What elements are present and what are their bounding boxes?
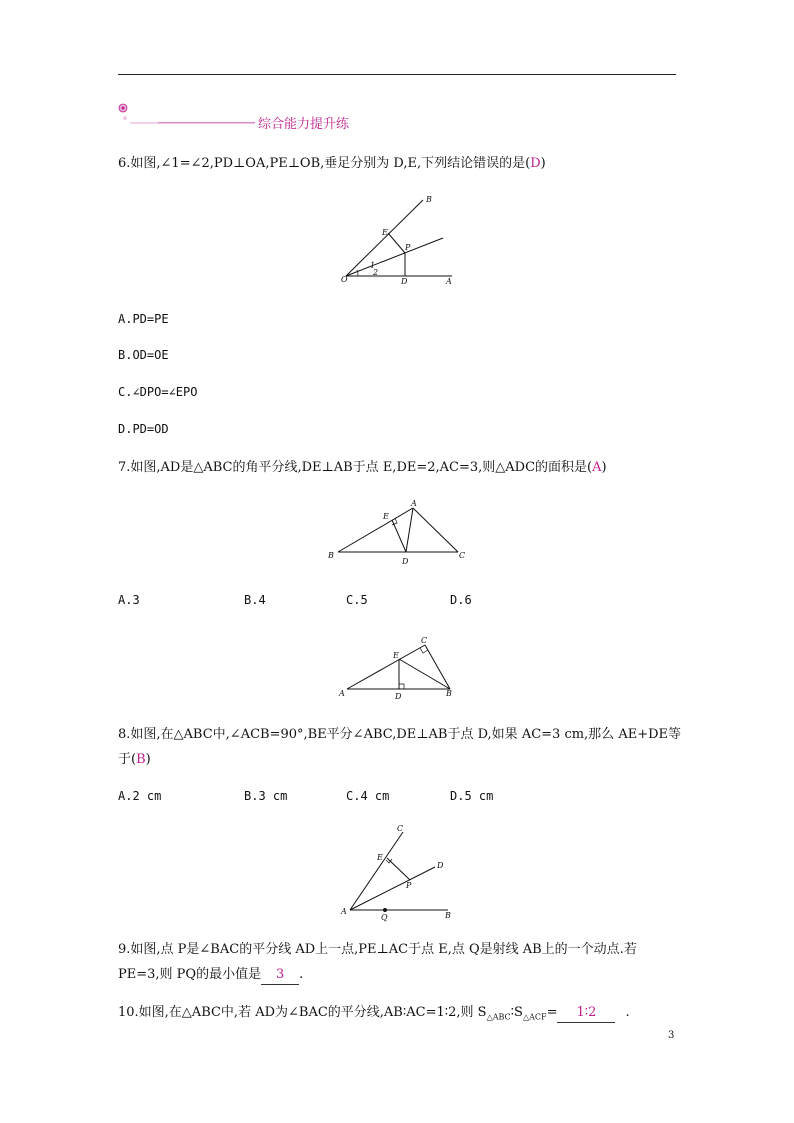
question-7-stem: 7.如图,AD是△ABC的角平分线,DE⊥AB于点 E,DE=2,AC=3,则△ADC的面积是(A) [118,460,607,475]
label-b: B [426,195,432,204]
label-d: D [395,692,402,701]
right-angle-mark-d [399,684,404,689]
header-rule [118,74,676,75]
label-p: P [406,881,412,890]
question-8-option-c: C.4 cm [346,789,390,803]
label-b: B [446,689,452,698]
label-a: A [446,277,452,286]
label-angle-2: 2 [373,268,379,277]
question-6-option-c: C.∠DPO=∠EPO [118,385,198,399]
side-cb [425,645,450,689]
question-7-option-b: B.4 [244,593,266,607]
question-8-option-a: A.2 cm [118,789,162,803]
question-8-figure [335,632,465,704]
question-8-option-d: D.5 cm [450,789,494,803]
question-8-option-b: B.3 cm [244,789,288,803]
question-7-option-c: C.5 [346,593,368,607]
question-6-stem: 6.如图,∠1=∠2,PD⊥OA,PE⊥OB,垂足分别为 D,E,下列结论错误的是(D) [118,156,546,171]
label-o: O [341,275,348,284]
question-6-option-b: B.OD=OE [118,348,169,362]
question-9-figure [335,820,465,922]
label-p: P [405,243,411,252]
question-6-figure [330,190,480,290]
question-7-option-d: D.6 [450,593,472,607]
label-b: B [328,551,334,560]
question-8-stem-line-1: 8.如图,在△ABC中,∠ACB=90°,BE平分∠ABC,DE⊥AB于点 D,如果 AC=3 cm,那么 AE+DE等 [118,727,681,742]
question-9-answer-blank: 3 [261,966,299,985]
label-c: C [421,636,428,645]
side-ac [413,508,458,552]
bisector-ad [406,508,413,552]
label-b: B [445,911,451,920]
bisector-op [346,238,443,276]
question-6-option-d: D.PD=OD [118,422,169,436]
question-8-stem-line-2: 于(B) [118,752,151,767]
side-ab [338,508,413,552]
label-e: E [383,512,389,521]
segment-pe [388,233,405,253]
label-angle-1: 1 [370,261,376,270]
label-d: D [401,277,408,286]
question-10-stem: 10.如图,在△ABC中,若 AD为∠BAC的平分线,AB∶AC=1∶2,则 $S_{\triangle ABC}∶S_{\triangle ACF}=$ 1∶2 . [118,1005,630,1022]
point-q [383,908,387,912]
question-6-answer: D [530,156,541,171]
question-8-answer: B [136,752,146,767]
question-10-answer-blank: 1∶2 [557,1004,615,1023]
bisector-ad [350,867,435,910]
question-7-answer: A [592,460,602,475]
label-q: Q [381,913,388,922]
question-6-option-a: A.PD=PE [118,312,169,326]
question-9-stem-line-2: PE=3,则 PQ的最小值是 3 . [118,966,303,985]
label-e: E [377,853,383,862]
question-9-stem-line-1: 9.如图,点 P是∠BAC的平分线 AD上一点,PE⊥AC于点 E,点 Q是射线 AB上的一个动点.若 [118,942,637,957]
label-a: A [411,499,417,508]
label-a: A [341,907,347,916]
question-7-figure [322,498,472,570]
label-e: E [382,228,388,237]
label-c: C [397,824,404,833]
page-number: 3 [668,1030,675,1041]
question-7-option-a: A.3 [118,593,140,607]
section-title: 综合能力提升练 [258,117,350,132]
perp-de [392,520,406,552]
bisector-be [399,659,450,689]
ray-ac [350,832,403,910]
label-a: A [339,689,345,698]
label-d: D [402,557,409,566]
label-d: D [437,861,444,870]
label-e: E [393,651,399,660]
ray-ob [346,200,423,276]
label-c: C [459,551,466,560]
